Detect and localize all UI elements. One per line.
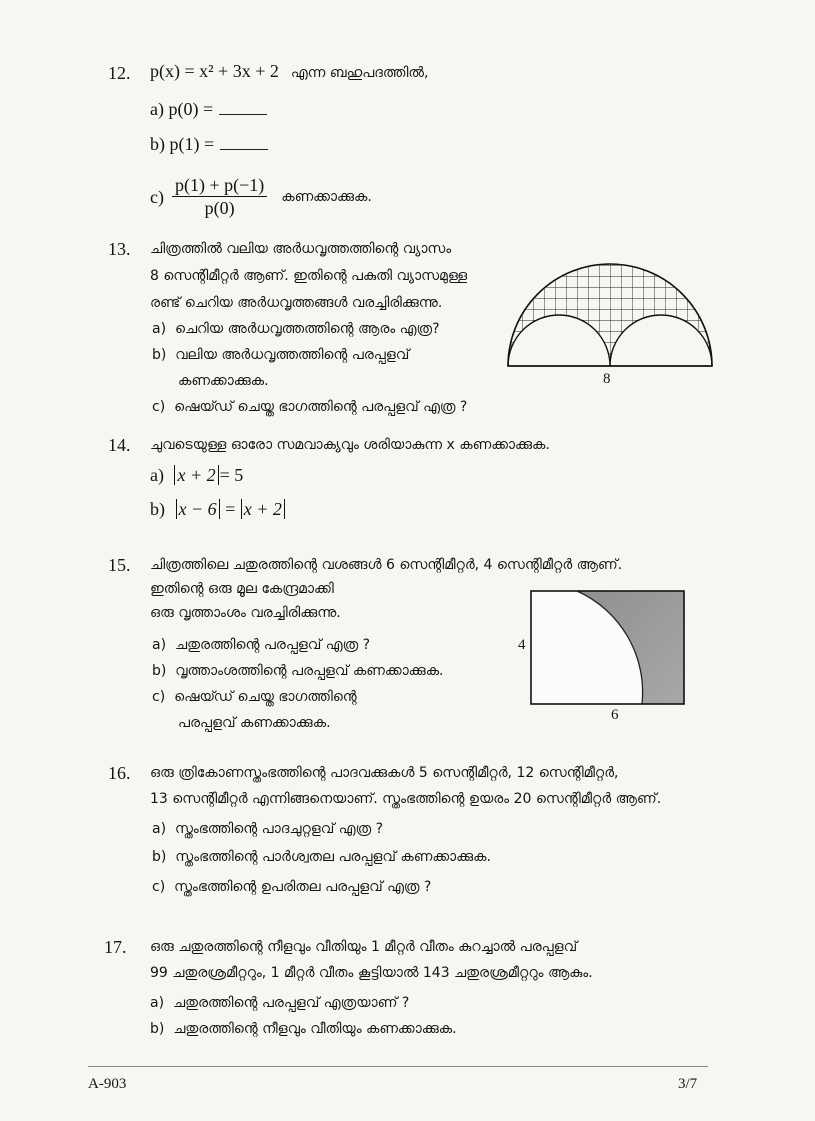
q12-number: 12.	[108, 63, 131, 83]
q13-c-label: c)	[152, 399, 166, 415]
q15-line3: ഒരു വൃത്താംശം വരച്ചിരിക്കുന്നു.	[150, 605, 341, 621]
q17-part-a	[150, 996, 409, 1010]
q12-a-expr: p(0) =	[168, 99, 214, 119]
q13-b-text2: കണക്കാക്കുക.	[178, 373, 269, 389]
q15-c-text2: പരപ്പളവ് കണക്കാക്കുക.	[178, 715, 331, 731]
q12-stem-text: എന്ന ബഹുപദത്തിൽ,	[290, 65, 429, 81]
q17-b-label: b)	[150, 1021, 165, 1037]
q13-a-text: ചെറിയ അർധവൃത്തത്തിന്റെ ആരം എത്ര?	[174, 321, 440, 337]
q12-c-fraction	[172, 176, 267, 217]
q13-line2: 8 സെന്റിമീറ്റർ ആണ്. ഇതിന്റെ പകുതി വ്യാസമുള്ള	[150, 268, 468, 284]
q12-b-label: b)	[150, 134, 165, 154]
q16-a-label: a)	[152, 821, 167, 837]
q14-part-b	[150, 500, 286, 518]
q13-part-a	[152, 322, 440, 336]
q15-b-label: b)	[152, 663, 167, 679]
footer-code: A-903	[88, 1076, 127, 1092]
q13-a-label: a)	[152, 321, 167, 337]
q12-b-blank	[220, 135, 268, 150]
q17-line1: ഒരു ചതുരത്തിന്റെ നീളവും വീതിയും 1 മീറ്റർ വീതം കുറച്ചാൽ പരപ്പളവ്	[150, 939, 578, 955]
q13-semicircle-figure	[500, 254, 720, 390]
q16-c-text: സ്തംഭത്തിന്റെ ഉപരിതല പരപ്പളവ് എത്ര ?	[174, 879, 432, 895]
q13-part-b	[152, 348, 409, 362]
q14-a-abs	[174, 465, 218, 485]
q12-part-c	[150, 176, 372, 217]
q14-a-rhs: = 5	[219, 465, 244, 485]
footer-rule	[88, 1066, 708, 1067]
q15-c-text: ഷെയ്ഡ് ചെയ്ത ഭാഗത്തിന്റെ	[174, 689, 357, 705]
q14-b-abs1	[176, 499, 220, 519]
q12-a-label: a)	[150, 99, 164, 119]
q12-b-expr: p(1) =	[169, 134, 215, 154]
q15-number: 15.	[108, 555, 131, 575]
q17-a-label: a)	[150, 995, 165, 1011]
q16-a-text: സ്തംഭത്തിന്റെ പാദചുറ്റളവ് എത്ര ?	[174, 821, 384, 837]
q15-a-text: ചതുരത്തിന്റെ പരപ്പളവ് എത്ര ?	[174, 637, 371, 653]
q16-b-text: സ്തംഭത്തിന്റെ പാർശ്വതല പരപ്പളവ് കണക്കാക്കുക.	[175, 849, 491, 865]
q12-polynomial: p(x) = x² + 3x + 2	[150, 61, 279, 81]
q14-b-label: b)	[150, 499, 165, 519]
q15-bottom-label: 6	[611, 707, 619, 723]
q13-b-text: വലിയ അർധവൃത്തത്തിന്റെ പരപ്പളവ്	[175, 347, 410, 363]
q14-a-inner: x + 2	[177, 465, 216, 485]
q15-part-c	[152, 690, 357, 704]
q16-line1: ഒരു ത്രികോണസ്തംഭത്തിന്റെ പാദവക്കുകൾ 5 സെന്റിമീറ്റർ, 12 സെന്റിമീറ്റർ,	[150, 765, 619, 781]
q12-c-text: കണക്കാക്കുക.	[281, 188, 372, 205]
q12-part-a	[150, 100, 267, 118]
q12-a-blank	[219, 100, 267, 115]
q14-b-inner1: x − 6	[178, 499, 217, 519]
q12-c-numerator: p(1) + p(−1)	[172, 176, 267, 197]
q14-number: 14.	[108, 435, 131, 455]
q17-part-b	[150, 1022, 457, 1036]
q13-c-text: ഷെയ്ഡ് ചെയ്ത ഭാഗത്തിന്റെ പരപ്പളവ് എത്ര ?	[174, 399, 468, 415]
q14-b-eq: =	[225, 499, 236, 519]
q16-part-b	[152, 850, 491, 864]
q13-part-c	[152, 400, 467, 414]
q13-b-label: b)	[152, 347, 167, 363]
q16-number: 16.	[108, 763, 131, 783]
q13-line3: രണ്ട് ചെറിയ അർധവൃത്തങ്ങൾ വരച്ചിരിക്കുന്നു.	[150, 295, 443, 311]
q14-text: ചുവടെയുള്ള ഓരോ സമവാക്യവും ശരിയാകുന്ന x കണക്കാക്കുക.	[150, 437, 550, 453]
q12-c-denominator: p(0)	[204, 198, 235, 218]
q13-number: 13.	[108, 239, 131, 259]
q15-line1: ചിത്രത്തിലെ ചതുരത്തിന്റെ വശങ്ങൾ 6 സെന്റിമീറ്റർ, 4 സെന്റിമീറ്റർ ആണ്.	[150, 557, 623, 573]
q17-b-text: ചതുരത്തിന്റെ നീളവും വീതിയും കണക്കാക്കുക.	[173, 1021, 457, 1037]
footer-page-number: 3/7	[678, 1076, 698, 1092]
q16-part-c	[152, 880, 431, 894]
q13-shaded-region	[508, 264, 712, 366]
q12-stem	[150, 62, 428, 81]
q15-b-text: വൃത്താംശത്തിന്റെ പരപ്പളവ് കണക്കാക്കുക.	[175, 663, 444, 679]
q16-part-a	[152, 822, 383, 836]
q12-part-b	[150, 135, 268, 153]
q13-figure-label: 8	[603, 371, 611, 387]
q14-b-inner2: x + 2	[243, 499, 282, 519]
q13-line1: ചിത്രത്തിൽ വലിയ അർധവൃത്തത്തിന്റെ വ്യാസം	[150, 241, 452, 257]
q16-c-label: c)	[152, 879, 166, 895]
q15-c-label: c)	[152, 689, 166, 705]
q15-line2: ഇതിന്റെ ഒരു മൂല കേന്ദ്രമാക്കി	[150, 581, 334, 597]
q17-line2: 99 ചതുരശ്രമീറ്ററും, 1 മീറ്റർ വീതം കൂട്ടിയാൽ 143 ചതുരശ്രമീറ്ററും ആകും.	[150, 965, 593, 981]
q15-part-b	[152, 664, 444, 678]
q14-part-a	[150, 466, 243, 484]
q14-b-abs2	[241, 499, 285, 519]
q16-line2: 13 സെന്റിമീറ്റർ എന്നിങ്ങനെയാണ്. സ്തംഭത്തിന്റെ ഉയരം 20 സെന്റിമീറ്റർ ആണ്.	[150, 791, 662, 807]
q17-a-text: ചതുരത്തിന്റെ പരപ്പളവ് എത്രയാണ് ?	[172, 995, 410, 1011]
q16-b-label: b)	[152, 849, 167, 865]
q15-rectangle-figure	[530, 590, 686, 706]
q17-number: 17.	[104, 937, 127, 957]
q15-part-a	[152, 638, 370, 652]
q15-a-label: a)	[152, 637, 167, 653]
q14-a-label: a)	[150, 465, 164, 485]
q12-c-label: c)	[150, 186, 164, 207]
q15-side-label: 4	[518, 637, 526, 653]
